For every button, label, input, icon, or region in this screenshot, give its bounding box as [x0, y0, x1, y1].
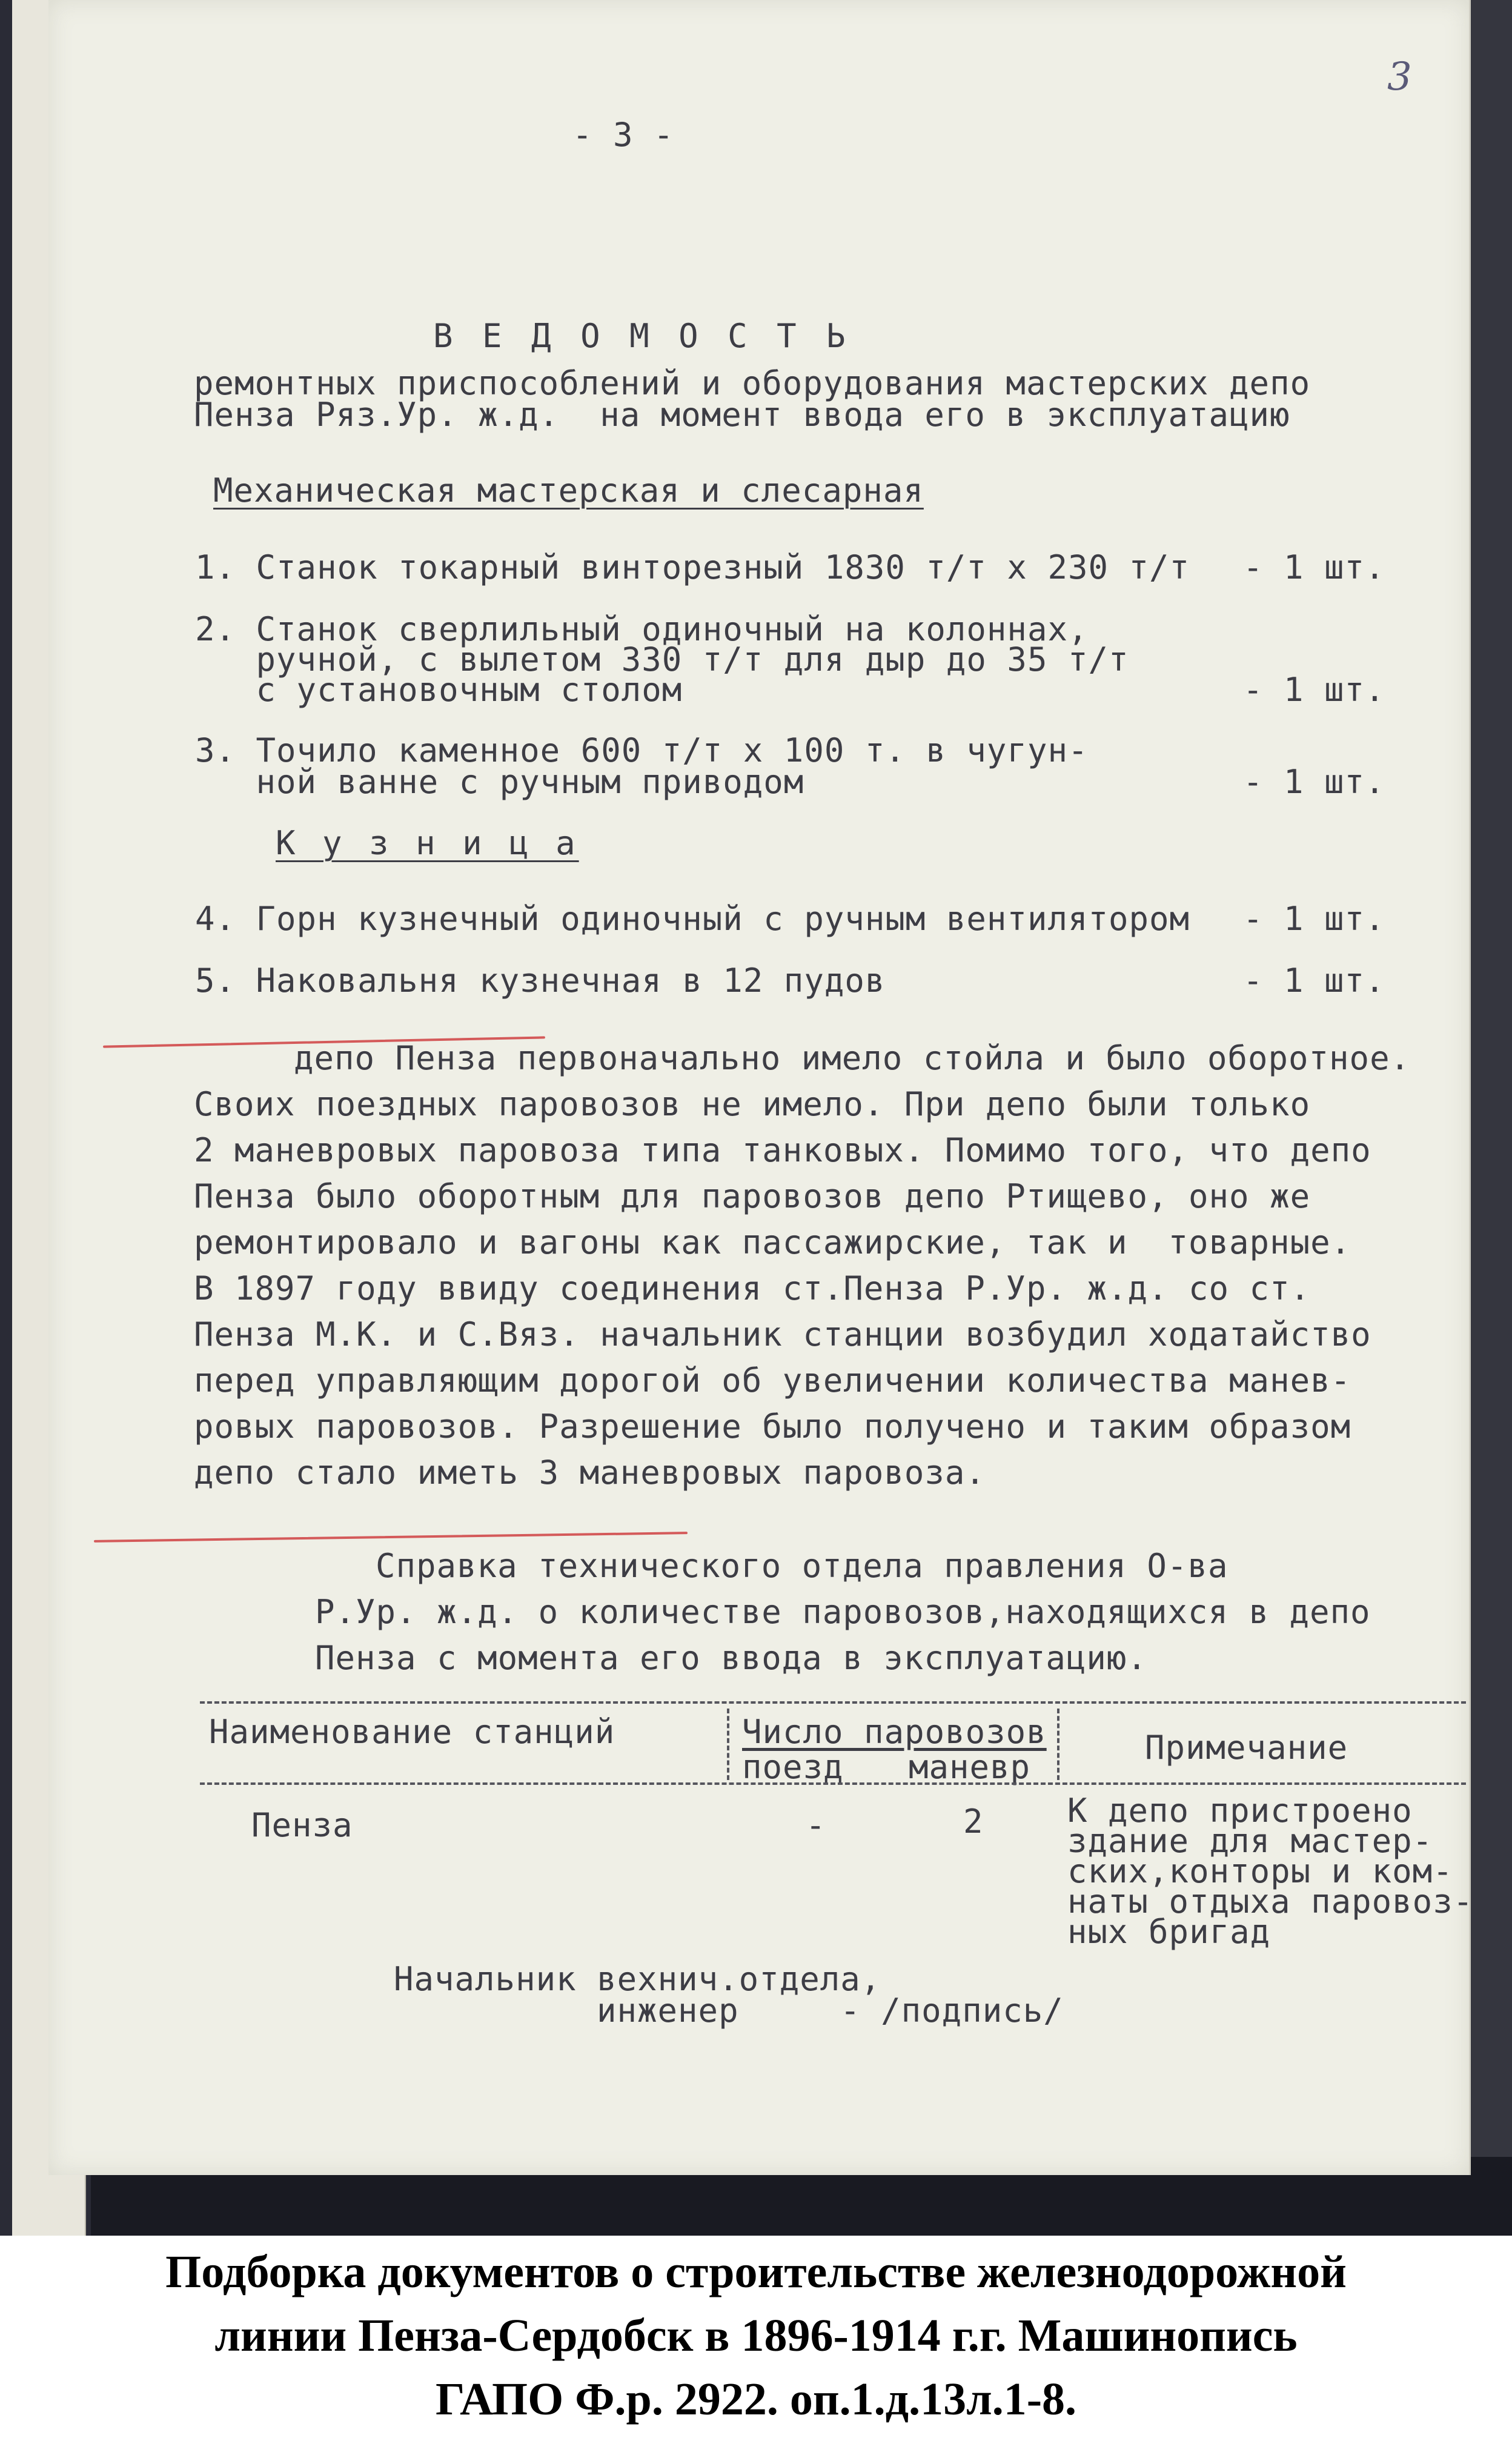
table-header-passenger: поезд [742, 1748, 844, 1786]
paragraph-line: В 1897 году ввиду соединения ст.Пенза Р.Ур. ж.д. со ст. [194, 1269, 1311, 1307]
typed-page-number: - 3 - [572, 116, 674, 154]
row-note-line: ских,конторы и ком- [1067, 1852, 1453, 1890]
row-note-line: К депо пристроено [1067, 1792, 1413, 1830]
table-top-rule [200, 1701, 1466, 1704]
subtitle-line-2: Пенза Ряз.Ур. ж.д. на момент ввода его в эксплуатацию [194, 396, 1290, 434]
row-note-line: ных бригад [1067, 1913, 1271, 1951]
paragraph-line: депо Пенза первоначально имело стойла и было оборотное. [294, 1039, 1411, 1077]
paragraph-line: Пенза было оборотным для паровозов депо Ртищево, оно же [194, 1177, 1311, 1215]
caption-line-2: линии Пенза-Сердобск в 1896-1914 г.г. Машинопись [214, 2310, 1298, 2361]
signature-line-2: инженер - /подпись/ [597, 1991, 1064, 2030]
table-divider [727, 1709, 729, 1780]
item-2-line-3: с установочным столом [195, 671, 683, 709]
signature-line-1: Начальник вехнич.отдела, [394, 1960, 881, 1998]
item-2-line-2: ручной, с вылетом 330 т/т для дыр до 35 т/т [195, 640, 1129, 679]
item-2-line-1: 2. Станок сверлильный одиночный на колоннах, [195, 610, 1089, 648]
red-margin-mark-2 [94, 1532, 688, 1543]
item-5-qty: - 1 шт. [1243, 962, 1385, 1000]
reference-line: Справка технического отдела правления О-ва [376, 1547, 1228, 1585]
reference-line: Р.Ур. ж.д. о количестве паровозов,находящихся в депо [315, 1593, 1371, 1631]
item-1-line-1: 1. Станок токарный винторезный 1830 т/т x 230 т/т [195, 548, 1190, 586]
row-station: Пенза [251, 1806, 353, 1844]
item-5-line-1: 5. Наковальня кузнечная в 12 пудов [195, 962, 886, 1000]
item-3-line-2: ной ванне с ручным приводом [195, 763, 804, 801]
table-header-shunting: маневр [909, 1748, 1031, 1786]
document-sheet [48, 0, 1474, 2175]
paragraph-line: ремонтировало и вагоны как пассажирские, так и товарные. [194, 1223, 1351, 1261]
item-3-line-1: 3. Точило каменное 600 т/т x 100 т. в чугун- [195, 731, 1089, 769]
subtitle-line-1: ремонтных приспособлений и оборудования мастерских депо [194, 364, 1311, 402]
item-2-qty: - 1 шт. [1243, 671, 1385, 709]
paragraph-line: ровых паровозов. Разрешение было получено и таким образом [194, 1407, 1351, 1446]
table-header-note: Примечание [1145, 1729, 1348, 1767]
row-shunting: 2 [963, 1802, 984, 1841]
section-heading-smithy: К у з н и ц а [276, 824, 579, 862]
archive-page-number: 3 [1387, 55, 1412, 99]
document-title: В Е Д О М О С Т Ь [433, 317, 850, 355]
paragraph-line: 2 маневровых паровоза типа танковых. Помимо того, что депо [194, 1131, 1371, 1169]
paragraph-line: Пенза М.К. и С.Вяз. начальник станции возбудил ходатайство [194, 1315, 1371, 1354]
row-note-line: здание для мастер- [1067, 1822, 1433, 1860]
caption-line-1: Подборка документов о строительстве железнодорожной [165, 2247, 1347, 2297]
table-header-station: Наименование станций [209, 1713, 615, 1751]
item-3-qty: - 1 шт. [1243, 763, 1385, 801]
caption-line-3: ГАПО Ф.р. 2922. оп.1.д.13л.1-8. [435, 2374, 1077, 2425]
section-heading-mechanical: Механическая мастерская и слесарная [213, 471, 924, 510]
item-1-qty: - 1 шт. [1243, 548, 1385, 586]
table-header-count: Число паровозов [742, 1713, 1047, 1751]
row-note-line: наты отдыха паровоз- [1067, 1882, 1474, 1921]
table-divider [1057, 1709, 1059, 1780]
reference-line: Пенза с момента его ввода в эксплуатацию. [315, 1639, 1147, 1677]
paragraph-line: Своих поездных паровозов не имело. При депо были только [194, 1085, 1311, 1123]
paragraph-line: перед управляющим дорогой об увеличении количества манев- [194, 1361, 1351, 1400]
archive-caption [0, 2239, 1512, 2438]
item-4-line-1: 4. Горн кузнечный одиночный с ручным вентилятором [195, 900, 1190, 938]
row-passenger: - [806, 1806, 826, 1844]
table-header-rule [200, 1782, 1466, 1785]
item-4-qty: - 1 шт. [1243, 900, 1385, 938]
paragraph-line: депо стало иметь 3 маневровых паровоза. [194, 1453, 986, 1492]
